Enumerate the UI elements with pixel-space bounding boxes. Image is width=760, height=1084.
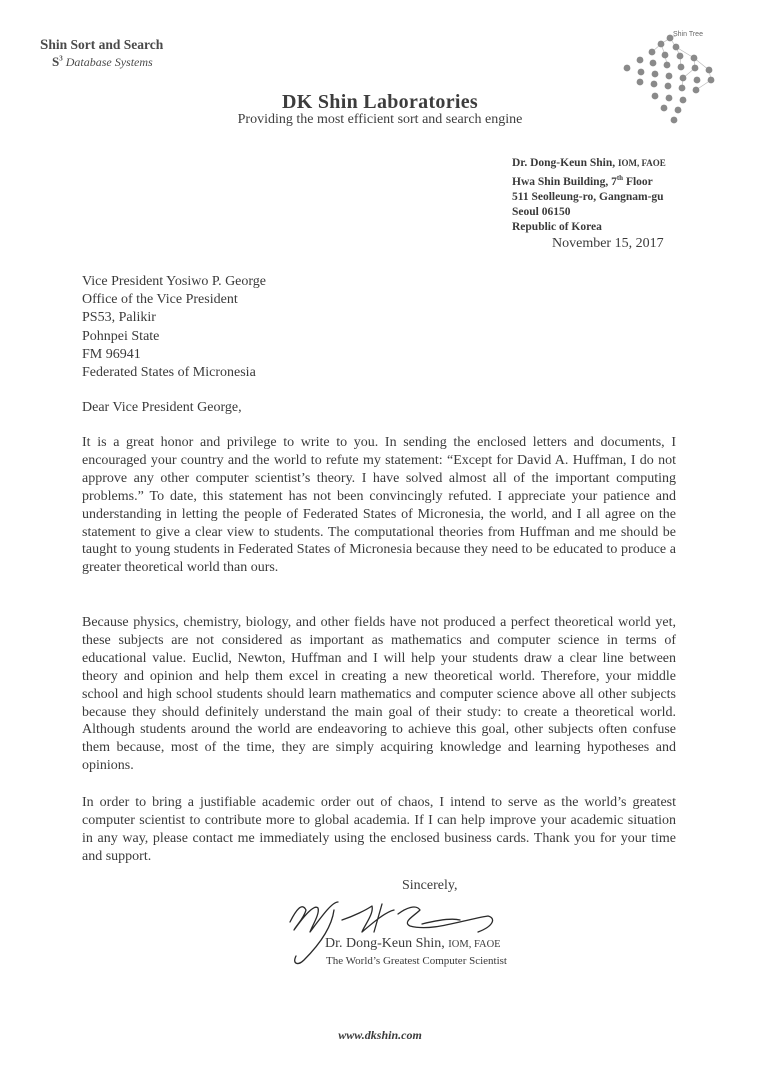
tree-node [667, 35, 674, 42]
sender-name-suffix: IOM, FAOE [617, 158, 666, 168]
recipient-line-4: Pohnpei State [82, 328, 160, 344]
sender-city: Seoul 06150 [512, 205, 571, 218]
signatory-name-text: Dr. Dong-Keun Shin, [325, 936, 445, 951]
recipient-address [82, 273, 266, 382]
logo-db-systems: Database Systems [65, 55, 153, 69]
tree-logo-label: Shin Tree [673, 31, 703, 38]
tree-node [680, 75, 687, 82]
recipient-line-5: FM 96941 [82, 346, 141, 362]
tree-node [664, 62, 671, 69]
recipient-line-3: PS53, Palikir [82, 310, 156, 326]
sender-street: 511 Seolleung-ro, Gangnam-gu [512, 190, 664, 203]
tree-node [666, 73, 673, 80]
sender-building-b: Floor [623, 175, 653, 188]
logo-name-rest: hin Sort and Search [48, 37, 164, 52]
logo-initial: S [40, 37, 49, 53]
tree-node [706, 67, 713, 74]
tree-node [662, 52, 669, 59]
tree-node [638, 69, 645, 76]
tree-node [637, 79, 644, 86]
tree-node [665, 83, 672, 90]
closing-sincerely: Sincerely, [402, 878, 458, 893]
tree-node [691, 55, 698, 62]
sender-name: Dr. Dong-Keun Shin, [512, 157, 616, 169]
sender-name-line [512, 156, 666, 171]
letter-date: November 15, 2017 [552, 236, 664, 251]
recipient-line-1: Vice President Yosiwo P. George [82, 274, 267, 289]
tree-node [649, 49, 656, 56]
body-paragraph-1: It is a great honor and privilege to write to you. In sending the enclosed letters and documents, I encouraged your country and the world to refute my statement: “Except for David A. Huffman, I do not approve any other computer scientist’s theory. I have solved almost all of the important computing problems.” To date, this statement has not been convincingly refuted. I appreciate your patience and understanding in letting the people of Federated States of Micronesia, the world, and I all agree on the statement to give a clear view to students. The computational theories from Huffman and me should be taught to young students in Federated States of Micronesia because they need to be educated to produce a greater theoretical world than ours. [82, 435, 676, 576]
sender-country: Republic of Korea [512, 220, 602, 233]
tree-node [692, 65, 699, 72]
sender-building [512, 171, 666, 190]
signatory-name [325, 936, 501, 952]
recipient-line-6: Federated States of Micronesia [82, 365, 256, 381]
tree-node [652, 71, 659, 78]
tree-node [673, 44, 680, 51]
sender-building-a: Hwa Shin Building, 7 [512, 175, 617, 188]
tree-node [650, 60, 657, 67]
sender-building-sup: th [616, 174, 624, 182]
recipient-line-2: Office of the Vice President [82, 292, 238, 308]
letterhead-title: DK Shin Laboratories [281, 91, 479, 113]
tree-node [677, 53, 684, 60]
logo-s3-sup: 3 [59, 54, 63, 63]
body-paragraph-2: Because physics, chemistry, biology, and other fields have not produced a perfect theoretical world yet, these subjects are not considered as important as mathematics and computer science in terms of educational value. Euclid, Newton, Huffman and I will help your students draw a clear line between theory and opinion and help them excel in creating a new theoretical world. Therefore, your middle school and high school students should learn mathematics and computer science above all other subjects because they should definitely understand the main goal of their study: to create a theoretical world. Although students around the world are endeavoring to achieve this goal, other subjects often confuse them because, most of the time, they are simply acquiring knowledge and learning hypotheses and opinions. [82, 615, 676, 774]
tree-node [651, 81, 658, 88]
letterhead-subtitle: Providing the most efficient sort and search engine [237, 112, 523, 127]
salutation: Dear Vice President George, [82, 400, 242, 415]
tree-node [658, 41, 665, 48]
tree-node [694, 77, 701, 84]
body-paragraph-3: In order to bring a justifiable academic order out of chaos, I intend to serve as the world’s greatest computer scientist to contribute more to global academia. If I can help improve your academic situation in any way, please contact me immediately using the enclosed business cards. Thank you for your time and support. [82, 795, 676, 864]
logo-s3-base: S [52, 54, 60, 69]
tree-node [637, 57, 644, 64]
tree-node [624, 65, 631, 72]
tree-node [708, 77, 715, 84]
footer-website: www.dkshin.com [338, 1028, 422, 1042]
signatory-name-suffix: IOM, FAOE [448, 939, 501, 950]
tree-node [678, 64, 685, 71]
signatory-title: The World’s Greatest Computer Scientist [326, 955, 507, 967]
sender-address [512, 156, 666, 235]
